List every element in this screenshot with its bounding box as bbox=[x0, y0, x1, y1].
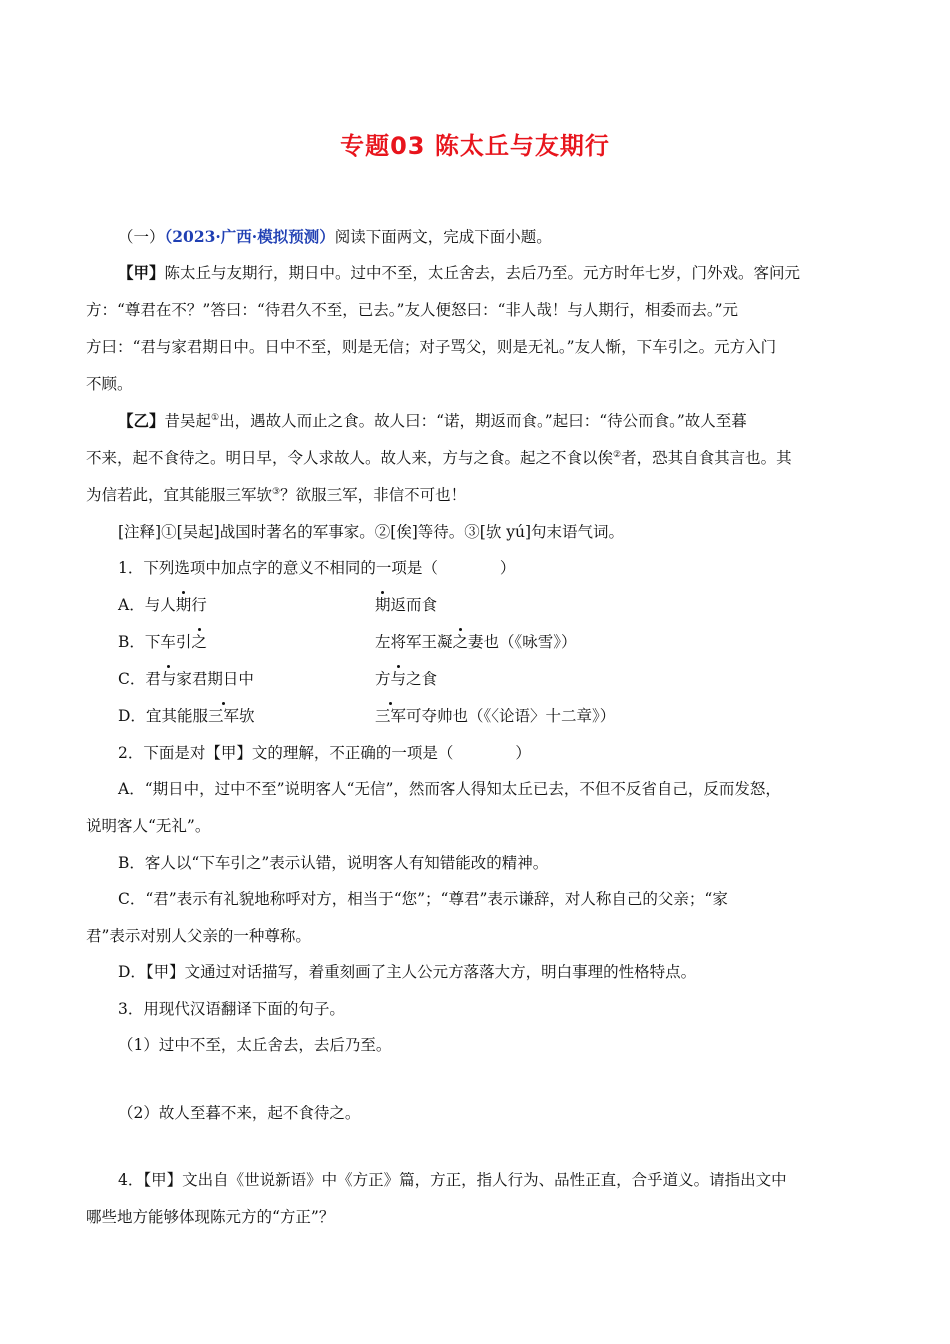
option-compare bbox=[375, 669, 437, 689]
section-intro bbox=[118, 227, 552, 247]
dotted-char: 期 bbox=[375, 596, 391, 614]
dotted-char: 期 bbox=[175, 596, 192, 614]
question-4-line-2: 哪些地方能够体现陈元方的“方正”？ bbox=[86, 1208, 335, 1226]
passage-a-text: 陈太丘与友期行，期日中。过中不至，太丘舍去，去后乃至。元方时年七岁，门外戏。客问元 bbox=[164, 264, 801, 282]
option-label: C． bbox=[118, 670, 146, 688]
question-3-stem: 3．用现代汉语翻译下面的句子。 bbox=[118, 1000, 345, 1018]
question-2-option-c: C．“君”表示有礼貌地称呼对方，相当于“您”；“尊君”表示谦辞，对人称自己的父亲；“家 bbox=[118, 890, 728, 908]
question-4-line-1: 4．【甲】文出自《世说新语》中《方正》篇，方正，指人行为、品性正直，合乎道义。请指出文中 bbox=[118, 1171, 787, 1189]
passage-a-line-3: 方曰：“君与家君期日中。日中不至，则是无信；对子骂父，则是无礼。”友人惭，下车引之。元方入门 bbox=[86, 338, 777, 356]
option-text: 行 bbox=[191, 596, 207, 614]
question-1-stem: 1．下列选项中加点字的意义不相同的一项是（ ） bbox=[118, 559, 516, 577]
passage-b-mark: 【乙】 bbox=[118, 411, 165, 430]
option-text: 方 bbox=[375, 670, 391, 688]
option-text: 宜其能服 bbox=[145, 707, 208, 725]
option-text: 家君期日中 bbox=[176, 670, 254, 688]
option-text: 欤 bbox=[238, 707, 255, 725]
passage-b-line-2 bbox=[86, 448, 792, 468]
option-text: 返而食 bbox=[390, 596, 438, 614]
option-text: 左将军王凝 bbox=[375, 633, 453, 651]
option-text: 与人 bbox=[144, 596, 176, 614]
question-2-option-c-cont: 君”表示对别人父亲的一种尊称。 bbox=[86, 927, 311, 945]
passage-b-text: 者，恐其自食其言也。其 bbox=[621, 449, 792, 467]
question-2-option-d: D．【甲】文通过对话描写，着重刻画了主人公元方落落大方，明白事理的性格特点。 bbox=[118, 963, 697, 981]
option-text: 可夺帅也（《〈论语〉十二章》） bbox=[406, 707, 616, 725]
passage-a-mark: 【甲】 bbox=[118, 263, 165, 282]
option-text: 之食 bbox=[406, 670, 438, 688]
passage-b-text: ？欲服三军，非信不可也！ bbox=[280, 486, 467, 504]
question-2-option-a: A．“期日中，过中不至”说明客人“无信”，然而客人得知太丘已去，不但不反省自己，反而发怒， bbox=[118, 780, 781, 798]
question-1-option-d bbox=[118, 706, 878, 726]
dotted-char: 之 bbox=[452, 633, 469, 651]
passage-b-text: 不来，起不食待之。明日早，令人求故人。故人来，方与之食。起之不食以俟 bbox=[86, 449, 614, 467]
option-text: 下车引 bbox=[144, 633, 192, 651]
passage-b-line-1 bbox=[118, 411, 747, 431]
passage-b-text: 昔吴起 bbox=[164, 412, 212, 430]
dotted-char: 三军 bbox=[375, 707, 407, 725]
passage-b-line-3 bbox=[86, 485, 466, 505]
question-1-option-a bbox=[118, 595, 878, 615]
dotted-char: 与 bbox=[160, 670, 177, 688]
question-2-option-b: B．客人以“下车引之”表示认错，说明客人有知错能改的精神。 bbox=[118, 854, 549, 872]
question-3-sentence-1: （1）过中不至，太丘舍去，去后乃至。 bbox=[118, 1036, 392, 1054]
passage-b-text: 为信若此，宜其能服三军欤 bbox=[86, 486, 273, 504]
instruction-text: 阅读下面两文，完成下面小题。 bbox=[334, 228, 552, 246]
footnote-marker: ② bbox=[613, 449, 622, 460]
passage-a-line-4: 不顾。 bbox=[86, 375, 133, 393]
question-3-sentence-2: （2）故人至暮不来，起不食待之。 bbox=[118, 1104, 361, 1122]
footnote-marker: ① bbox=[211, 412, 220, 423]
source-tag: （2023·广西·模拟预测） bbox=[164, 227, 335, 246]
question-1-option-c bbox=[118, 669, 878, 689]
option-compare bbox=[375, 632, 577, 652]
page-title: 专题03 陈太丘与友期行 bbox=[340, 132, 610, 160]
question-1-option-b bbox=[118, 632, 878, 652]
passage-a-line-1 bbox=[118, 263, 800, 283]
passage-b-text: 出，遇故人而止之食。故人曰：“诺，期返而食。”起曰：“待公而食。”故人至暮 bbox=[219, 412, 747, 430]
dotted-char: 与 bbox=[390, 670, 407, 688]
question-2-option-a-cont: 说明客人“无礼”。 bbox=[86, 817, 211, 835]
option-label: B． bbox=[118, 633, 145, 651]
option-text: 君 bbox=[145, 670, 161, 688]
footnote-marker: ③ bbox=[272, 486, 281, 497]
question-2-stem: 2．下面是对【甲】文的理解，不正确的一项是（ ） bbox=[118, 744, 531, 762]
passage-a-line-2: 方：“尊君在不？”答曰：“待君久不至，已去。”友人便怒曰：“非人哉！与人期行，相委而去。”元 bbox=[86, 301, 739, 319]
option-compare bbox=[375, 595, 437, 615]
option-label: D． bbox=[118, 707, 146, 725]
option-compare bbox=[375, 706, 615, 726]
option-text: 妻也（《咏雪》） bbox=[468, 633, 577, 651]
section-number: （一） bbox=[118, 228, 165, 246]
option-label: A． bbox=[118, 596, 145, 614]
dotted-char: 之 bbox=[191, 633, 207, 651]
annotation-notes: [注释]①[吴起]战国时著名的军事家。②[俟]等待。③[欤 yú]句末语气词。 bbox=[118, 523, 625, 541]
dotted-char: 三军 bbox=[207, 707, 239, 725]
